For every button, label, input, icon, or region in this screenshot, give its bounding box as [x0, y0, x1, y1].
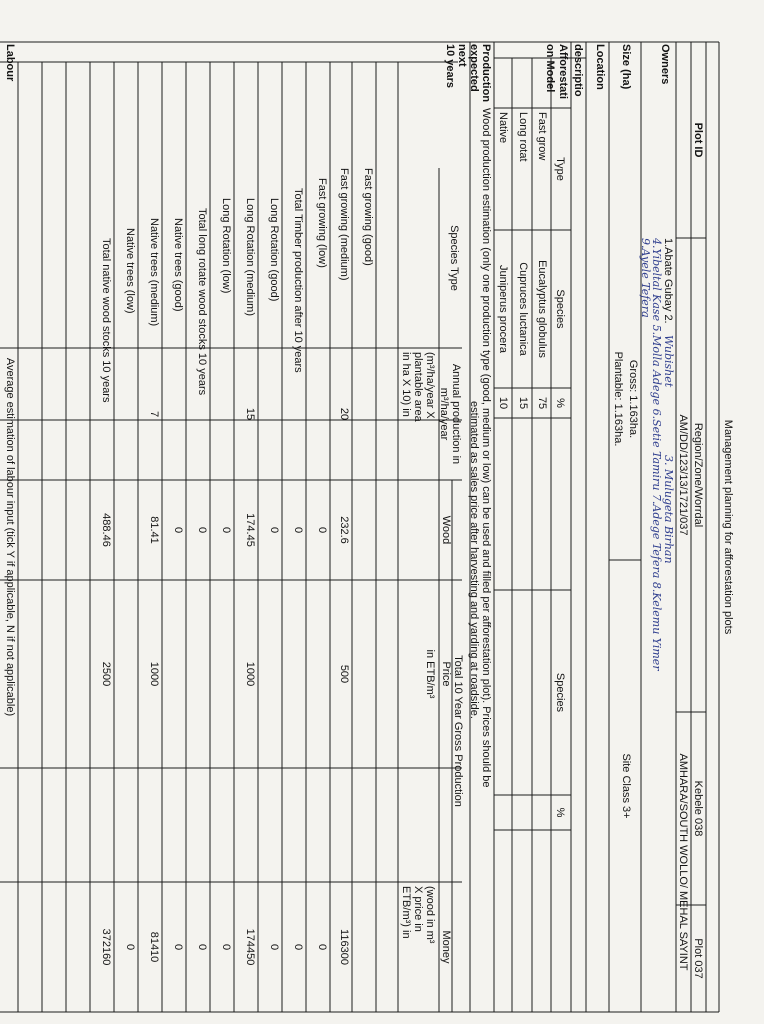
production-row-money: 0 — [124, 943, 136, 951]
production-label-4: 10 years — [444, 44, 456, 89]
production-row-money: 0 — [220, 943, 232, 951]
col-total: Total 10 Year Gross Production — [452, 655, 464, 807]
page-title: Management planning for afforestation plots — [722, 419, 734, 635]
plot-id-value: AM/DD/123/13/1721/037 — [677, 414, 689, 536]
plantable-size: Plantable: 1.163ha. — [612, 351, 624, 447]
production-row-money: 0 — [268, 943, 280, 951]
site-class: Site Class 3+ — [620, 753, 632, 819]
location-label: Location — [594, 44, 606, 90]
plot-value: Plot 037 — [692, 938, 704, 979]
production-row-money: 0 — [292, 943, 304, 951]
production-row-price: 1000 — [244, 661, 256, 687]
production-row-money: 372160 — [100, 928, 112, 966]
production-row-label: Fast growing (low) — [316, 178, 328, 268]
production-row-money: 81410 — [148, 931, 160, 963]
production-note-1: Wood production estimation (only one production type (good, medium or low) can be used and filled per afforestation plot). Prices should be — [480, 108, 492, 788]
gross-size: Gross: 1.163ha. — [627, 359, 639, 439]
model-row-type: Native — [497, 112, 509, 144]
model-row-species: Eucalyptus globulus — [536, 260, 548, 358]
production-row-money: 174450 — [244, 928, 256, 966]
model-label-1: Afforestati — [557, 44, 569, 100]
size-label: Size (ha) — [620, 44, 632, 90]
production-row-label: Native trees (medium) — [148, 218, 160, 327]
production-row-annual: 20 — [338, 407, 350, 421]
col-money-d3: ETB/m³) in — [400, 886, 412, 939]
production-row-label: Long Rotation (low) — [220, 198, 232, 294]
kebele-value: Kebele 038 — [692, 780, 704, 837]
col-money-d1: (wood in m³ — [424, 886, 436, 944]
model-col-type: Type — [554, 157, 566, 181]
model-col-species: Species — [554, 289, 566, 329]
owners-hand-1: Wubishet — [662, 335, 675, 388]
model-label-2: on Model — [544, 44, 556, 93]
production-row-label: Total native wood stocks 10 years — [100, 238, 112, 403]
production-row-wood: 0 — [220, 526, 232, 534]
model-row-type: Long rotat — [517, 112, 529, 162]
production-row-wood: 488.46 — [100, 513, 112, 547]
production-row-wood: 174.45 — [244, 513, 256, 547]
model-row-pct: 10 — [497, 396, 509, 410]
owners-hand-2: 4.Yibeltal Kase 5.Molla Adege 6.Setie Tamiru 7.Adege Tefera 8.Kelemu Yimer — [650, 238, 663, 671]
owners-printed: 1.Abate Gubay 2. — [662, 238, 674, 324]
production-row-money: 116300 — [338, 929, 350, 965]
production-row-price: 1000 — [148, 661, 160, 687]
model-row-pct: 75 — [536, 396, 548, 410]
production-row-label: Long Rotation (good) — [268, 198, 280, 302]
col-annual-1: Annual production in — [450, 363, 462, 465]
production-row-label: Fast growing (medium) — [338, 168, 350, 281]
production-row-label: Total Timber production after 10 years — [292, 188, 304, 373]
owners-hand-1b: 3. Mulugeta Birhan — [662, 455, 675, 564]
production-row-label: Fast growing (good) — [362, 168, 374, 266]
production-label-2: expected — [468, 44, 480, 92]
model-row-species: Juniperus procera — [497, 264, 509, 354]
model-row-type: Fast grow — [536, 112, 548, 161]
production-row-money: 0 — [316, 943, 328, 951]
model-row-pct: 15 — [517, 396, 529, 410]
owners-hand-3: 9.Ayele Tefera — [639, 238, 652, 318]
col-money-d2: X price in — [412, 886, 424, 932]
col-annual-2: m³/ha/year — [438, 387, 450, 441]
production-row-annual: 15 — [244, 407, 256, 421]
production-row-wood: 0 — [268, 526, 280, 534]
production-row-money: 0 — [172, 943, 184, 951]
production-row-wood: 232.6 — [338, 516, 350, 544]
production-row-annual: 7 — [148, 410, 160, 418]
production-row-label: Native trees (low) — [124, 228, 136, 314]
production-row-wood: 0 — [196, 526, 208, 534]
production-row-wood: 0 — [292, 526, 304, 534]
model-col-species-2: Species — [554, 672, 566, 713]
production-row-wood: 0 — [172, 526, 184, 534]
col-money: Money — [440, 930, 452, 964]
production-row-label: Total long rotate wood stocks 10 years — [196, 208, 208, 396]
labour-label: Labour — [4, 44, 16, 82]
model-col-pct-2: % — [554, 807, 566, 818]
production-label-3: next — [456, 44, 468, 67]
labour-text: Average estimation of labour input (tick Y if applicable, N if not applicable) — [4, 357, 16, 717]
col-wood-d2: plantable area — [412, 352, 424, 422]
region-label: Region/Zone/Worrdal — [692, 422, 704, 528]
location-label-2: descriptio — [572, 44, 584, 97]
plot-id-label: Plot ID — [692, 122, 704, 158]
production-note-2: estimated as sales price after harvesting and yarding at roadside. — [468, 401, 480, 719]
region-value: AMHARA/SOUTH WOLLO/ MEHAL SAYINT — [677, 753, 689, 971]
production-row-label: Native trees (good) — [172, 218, 184, 312]
model-col-pct: % — [554, 398, 566, 408]
production-row-wood: 0 — [316, 526, 328, 534]
col-wood-d3: in ha X 10) in — [400, 352, 412, 417]
owners-label: Owners — [659, 44, 671, 85]
col-species-type: Species Type — [448, 225, 460, 291]
col-wood: Wood — [440, 515, 452, 545]
production-row-price: 2500 — [100, 661, 112, 687]
production-row-label: Long Rotation (medium) — [244, 198, 256, 317]
production-row-price: 500 — [338, 664, 350, 684]
col-price: Price — [440, 661, 452, 687]
model-row-species: Cupruces luctanica — [517, 262, 529, 356]
production-row-money: 0 — [196, 943, 208, 951]
production-row-wood: 81.41 — [148, 516, 160, 544]
col-price-d: in ETB/m³ — [424, 649, 436, 699]
production-label-1: Production — [480, 44, 492, 103]
col-wood-d1: (m³/ha/year X — [424, 352, 436, 419]
